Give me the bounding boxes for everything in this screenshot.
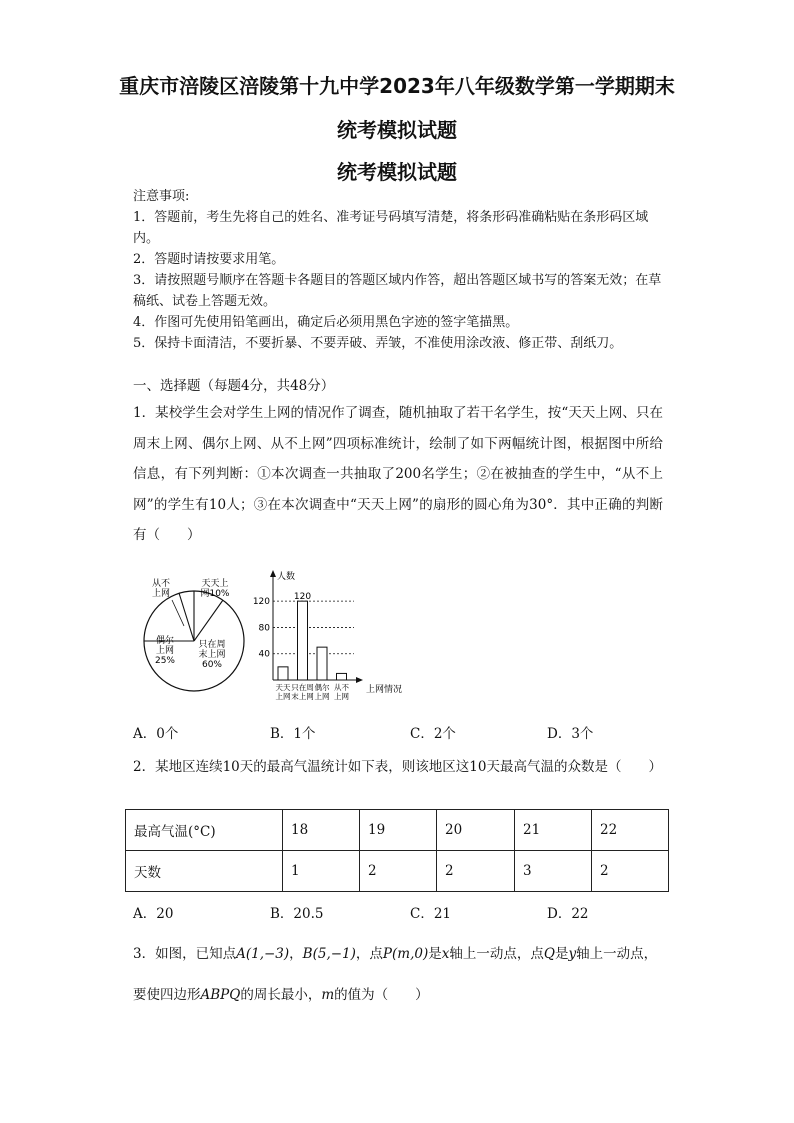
notes-item: 3．请按照题号顺序在答题卡各题目的答题区域内作答，超出答题区域书写的答案无效；在草稿纸、试卷上答题无效。 <box>133 273 662 309</box>
table-cell: 20 <box>437 810 515 851</box>
pie-label-occasional: 偶尔上网 25% <box>154 636 176 666</box>
x-category-label: 从不上网 <box>334 683 349 701</box>
option-d[interactable]: D．22 <box>547 906 589 922</box>
q3-text: 的周长最小， <box>240 987 322 1003</box>
table-cell: 22 <box>592 810 669 851</box>
bar-chart <box>250 568 410 708</box>
table-row <box>126 810 669 851</box>
y-tick-label: 40 <box>258 649 270 660</box>
pie-slice-edge <box>179 593 194 641</box>
notes-item: 5．保持卡面清洁，不要折暴、不要弄破、弄皱，不准使用涂改液、修正带、刮纸刀。 <box>133 336 623 351</box>
x-axis-title: 上网情况 <box>365 685 403 695</box>
table-cell: 2 <box>592 851 669 892</box>
pie-label-weekend: 只在周末上网 60% <box>198 640 226 670</box>
point-b: B(5,−1) <box>302 946 356 962</box>
table-cell: 最高气温(°C) <box>126 810 283 851</box>
bar <box>298 601 308 680</box>
point-p: P(m,0) <box>382 946 429 962</box>
q3-text: 是 <box>554 946 569 962</box>
var-y: y <box>568 946 577 962</box>
q3-text: 3．如图，已知点 <box>133 946 237 962</box>
option-b[interactable]: B．20.5 <box>270 906 324 922</box>
bar-value-label: 120 <box>293 592 312 603</box>
q3-text: ， <box>289 946 303 962</box>
option-b[interactable]: B．1个 <box>270 726 316 742</box>
q3-text: 是 <box>428 946 442 962</box>
notes-item: 2．答题时请按要求用笔。 <box>133 252 285 267</box>
pie-slice-edge <box>194 600 223 641</box>
q3-text: 轴上一动点，点 <box>449 946 544 962</box>
question-1-text: 1．某校学生会对学生上网的情况作了调查，随机抽取了若干名学生，按“天天上网、只在周末上网、偶尔上网、从不上网”四项标准统计，绘制了如下两幅统计图，根据图中所给信息，有下列判断：①本次调查一共抽取了200名学生；②在被抽查的学生中，“从不上网”的学生有10人；③在本次调查中“天天上网”的扇形的圆心角为30°．其中正确的判断有（ ） <box>133 405 663 543</box>
paper-title-line1: 重庆市涪陵区涪陵第十九中学2023年八年级数学第一学期期末 <box>119 74 675 98</box>
bar <box>278 667 288 680</box>
pie-label-never: 从不上网 <box>151 579 171 599</box>
option-d[interactable]: D．3个 <box>547 726 594 742</box>
paper-title-line2: 统考模拟试题 <box>337 118 457 142</box>
point-a: A(1,−3) <box>236 946 290 962</box>
notes-block <box>133 186 673 354</box>
option-a[interactable]: A．20 <box>133 906 174 922</box>
option-c[interactable]: C．2个 <box>410 726 456 742</box>
var-x: x <box>441 946 450 962</box>
bar <box>337 673 347 680</box>
var-m: m <box>321 987 335 1003</box>
pie-label-daily: 天天上网10% <box>200 579 230 599</box>
q3-text: 轴上一动点，要使四边形 <box>133 946 658 1003</box>
q3-text: 的值为（ ） <box>334 987 429 1003</box>
x-axis-arrow <box>356 677 363 683</box>
y-tick-label: 120 <box>252 597 270 608</box>
question-3-text <box>133 934 663 1016</box>
table-cell: 3 <box>515 851 592 892</box>
option-c[interactable]: C．21 <box>410 906 452 922</box>
q3-text: ，点 <box>355 946 383 962</box>
y-axis-title: 人数 <box>277 572 296 582</box>
quadrilateral-name: ABPQ <box>200 987 241 1003</box>
x-category-label: 偶尔上网 <box>314 683 330 701</box>
x-category-label: 只在周末上网 <box>291 683 314 701</box>
paper-title-line3: 统考模拟试题 <box>337 160 457 184</box>
y-axis-arrow <box>270 570 276 577</box>
table-cell: 天数 <box>126 851 283 892</box>
table-cell: 18 <box>283 810 360 851</box>
temperature-table <box>125 809 669 892</box>
table-cell: 19 <box>360 810 437 851</box>
y-tick-label: 80 <box>258 623 270 634</box>
table-cell: 2 <box>437 851 515 892</box>
pie-chart <box>140 572 250 702</box>
point-q: Q <box>543 946 555 962</box>
option-a[interactable]: A．0个 <box>133 726 179 742</box>
table-row <box>126 851 669 892</box>
table-cell: 2 <box>360 851 437 892</box>
section-heading: 一、选择题（每题4分，共48分） <box>133 378 335 394</box>
bar <box>317 647 327 680</box>
notes-item: 4．作图可先使用铅笔画出，确定后必须用黑色字迹的签字笔描黑。 <box>133 315 519 330</box>
question-2-text: 2．某地区连续10天的最高气温统计如下表，则该地区这10天最高气温的众数是（ ） <box>133 759 662 775</box>
table-cell: 1 <box>283 851 360 892</box>
table-cell: 21 <box>515 810 592 851</box>
notes-heading: 注意事项: <box>133 189 190 204</box>
notes-item: 1．答题前，考生先将自己的姓名、准考证号码填写清楚，将条形码准确粘贴在条形码区域内。 <box>133 210 649 246</box>
x-category-label: 天天上网 <box>275 683 291 701</box>
